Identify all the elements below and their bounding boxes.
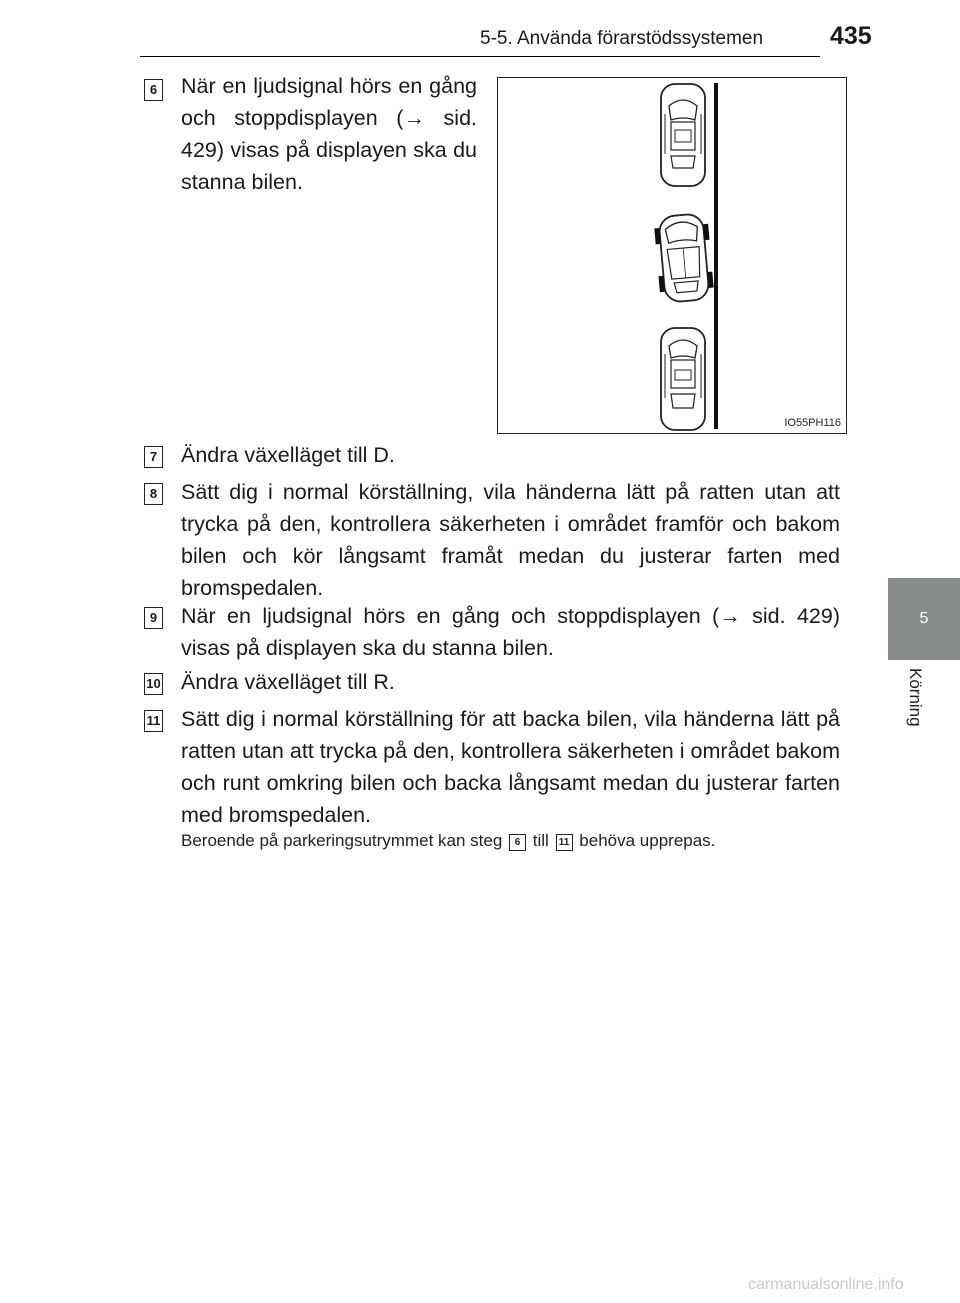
step-text-10: Ändra växelläget till R. xyxy=(181,670,395,694)
maneuvering-car xyxy=(653,213,714,303)
parking-illustration xyxy=(497,77,847,434)
chapter-tab[interactable]: 5 xyxy=(888,578,960,660)
note-text-3: behöva upprepas. xyxy=(579,831,716,850)
step-number-10: 10 xyxy=(144,673,163,695)
parking-diagram xyxy=(498,78,845,432)
header-divider xyxy=(140,56,820,57)
step-text-11: Sätt dig i normal körställning för att backa bilen, vila händerna lätt på ratten utan att trycka på den, kontrollera säkerheten i området bakom och runt omkring bilen och backa långsamt medan du justerar farten med bromspedalen. xyxy=(181,707,840,827)
repeat-note xyxy=(181,831,715,851)
parked-car-rear xyxy=(661,328,705,430)
note-ref-step-11: 11 xyxy=(556,834,573,851)
step-text-9: När en ljudsignal hörs en gång och stoppdisplayen (→ sid. 429) visas på displayen ska du stanna bilen. xyxy=(181,604,840,660)
step-number-9: 9 xyxy=(144,607,163,629)
step-text-6: När en ljudsignal hörs en gång och stoppdisplayen (→ sid. 429) visas på displayen ska du stanna bilen. xyxy=(181,74,477,194)
note-text-1: Beroende på parkeringsutrymmet kan steg xyxy=(181,831,503,850)
step-number-11: 11 xyxy=(144,710,163,732)
step-text-7: Ändra växelläget till D. xyxy=(181,443,395,467)
note-text-2: till xyxy=(532,831,549,850)
section-title: 5-5. Använda förarstödssystemen xyxy=(480,28,764,49)
footer-watermark: carmanualsonline.info xyxy=(748,1276,904,1293)
step-text-8: Sätt dig i normal körställning, vila händerna lätt på ratten utan att trycka på den, kontrollera säkerheten i området framför och bakom bilen och kör långsamt framåt medan du justerar farten med bromspedalen. xyxy=(181,480,840,600)
step-number-8: 8 xyxy=(144,483,163,505)
note-ref-step-6: 6 xyxy=(509,834,526,851)
step-number-6: 6 xyxy=(144,79,163,101)
chapter-label: Körning xyxy=(906,668,925,727)
page-number: 435 xyxy=(830,22,872,50)
parked-car-front xyxy=(661,84,705,186)
step-number-7: 7 xyxy=(144,446,163,468)
illustration-code: IO55PH116 xyxy=(784,417,841,429)
curb-line xyxy=(714,83,718,429)
